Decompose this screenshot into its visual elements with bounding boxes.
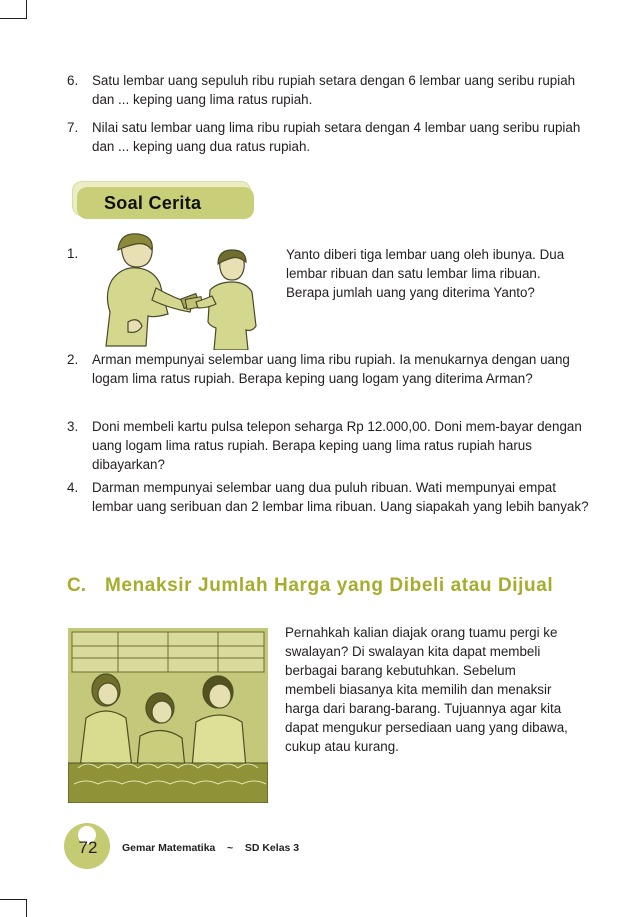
- story-4: [67, 478, 592, 516]
- story-1-text: Yanto diberi tiga lembar uang oleh ibunya. Dua lembar ribuan dan satu lembar lima ribuan. Berapa jumlah uang yang diterima Yanto?: [286, 247, 565, 300]
- story-number: 3.: [67, 419, 79, 434]
- question-text: Satu lembar uang sepuluh ribu rupiah setara dengan 6 lembar uang seribu rupiah dan ... keping uang lima ratus rupiah.: [92, 73, 576, 107]
- crop-mark-bottom: [26, 899, 27, 917]
- page-number: 72: [78, 838, 98, 857]
- crop-mark-top: [0, 18, 26, 19]
- story-number: 2.: [67, 352, 79, 367]
- mother-figure: [106, 234, 192, 346]
- soal-cerita-heading: Soal Cerita: [104, 193, 202, 213]
- story-3: [67, 417, 592, 474]
- footer-book-title: Gemar Matematika ~ SD Kelas 3: [122, 842, 300, 854]
- question-text: Nilai satu lembar uang lima ribu rupiah setara dengan 4 lembar uang seribu rupiah dan ... keping uang dua ratus rupiah.: [92, 120, 581, 154]
- story-text: Doni membeli kartu pulsa telepon seharga Rp 12.000,00. Doni mem-bayar dengan uang logam lima ratus rupiah. Berapa keping uang lima ratus rupiah harus dibayarkan?: [92, 419, 582, 472]
- question-6: [67, 71, 592, 109]
- market-shelves: [72, 632, 264, 672]
- boy-figure: [196, 250, 256, 350]
- question-number: 7.: [67, 120, 79, 135]
- crop-mark-bottom: [0, 899, 26, 900]
- question-number: 6.: [67, 73, 79, 88]
- section-c-paragraph: Pernahkah kalian diajak orang tuamu pergi ke swalayan? Di swalayan kita dapat membeli berbagai barang kebutuhkan. Sebelum membeli biasanya kita memilih dan menaksir harga dari barang-barang. Tujuannya agar kita dapat mengukur persediaan uang yang dibawa, cukup atau kurang.: [285, 625, 568, 754]
- soal-cerita-badge: [72, 181, 254, 219]
- question-7: [67, 118, 592, 156]
- section-letter: C.: [67, 575, 86, 596]
- illustration-mother-giving-money: [82, 232, 272, 350]
- section-title: Menaksir Jumlah Harga yang Dibeli atau Dijual: [105, 575, 554, 596]
- crop-mark-top: [26, 0, 27, 19]
- produce-counter: [68, 763, 268, 803]
- story-text: Arman mempunyai selembar uang lima ribu rupiah. Ia menukarnya dengan uang logam lima ratus rupiah. Berapa keping uang logam yang diterima Arman?: [92, 352, 570, 386]
- story-2: [67, 350, 592, 388]
- story-1-number: 1.: [67, 246, 79, 261]
- story-number: 4.: [67, 480, 79, 495]
- story-text: Darman mempunyai selembar uang dua puluh ribuan. Wati mempunyai empat lembar uang seribuan dan 2 lembar lima ribuan. Uang siapakah yang lebih banyak?: [92, 480, 589, 514]
- illustration-market-shopping: [68, 628, 268, 803]
